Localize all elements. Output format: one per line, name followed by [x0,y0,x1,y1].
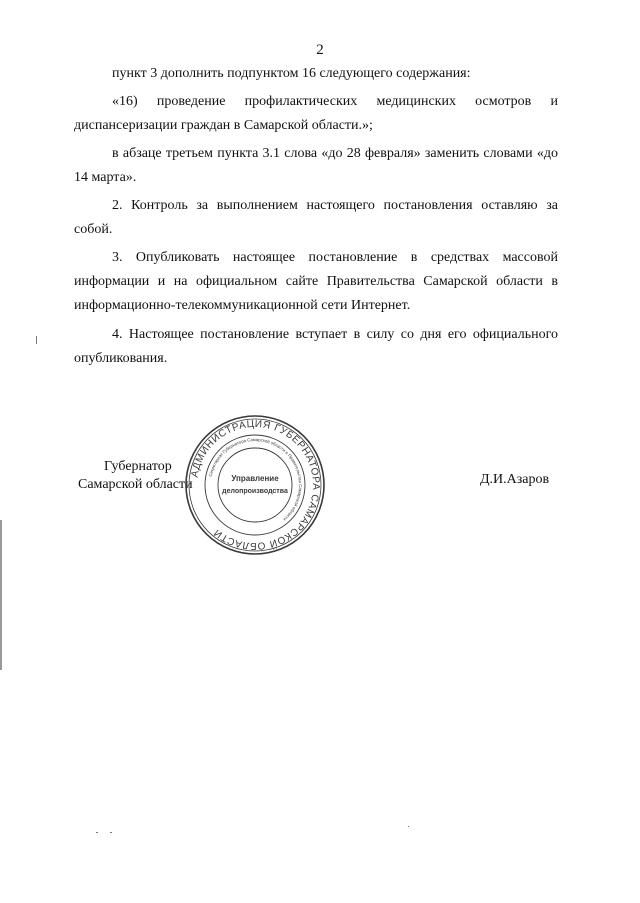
page-number: 2 [316,42,324,58]
official-seal [184,414,326,556]
paragraph-control: 2. Контроль за выполнением настоящего постановления оставляю за собой. [74,198,558,237]
paragraph-item-3-addition: пункт 3 дополнить подпунктом 16 следующего содержания: [112,66,471,81]
paragraph-item-3-1-change: в абзаце третьем пункта 3.1 слова «до 28 февраля» заменить словами «до 14 марта». [74,146,558,185]
signature-name: Д.И.Азаров [480,472,550,487]
scan-speck [110,832,112,833]
seal-inner-text: Секретариат Губернатора Самарской области и Правительства Самарской области [207,436,304,522]
scan-margin-line [0,520,2,670]
scan-speck [408,826,409,827]
scan-speck [96,832,98,833]
paragraph-publication: 3. Опубликовать настоящее постановление в средствах массовой информации и на официальном сайте Правительства Самарской области в информационно-телекоммуникационной сети Интернет. [74,250,558,313]
scan-speck [36,336,37,344]
seal-outer-text: АДМИНИСТРАЦИЯ ГУБЕРНАТОРА САМАРСКОЙ ОБЛАСТИ [189,418,322,552]
seal-center-line1: Управление [231,474,279,483]
seal-center-line2: делопроизводства [222,488,288,495]
paragraph-subitem-16: «16) проведение профилактических медицинских осмотров и диспансеризации граждан в Самарской области.»; [74,94,558,133]
paragraph-effective-date: 4. Настоящее постановление вступает в силу со дня его официального опубликования. [74,327,558,366]
signature-title-line2: Самарской области [78,477,193,492]
signature-title-line1: Губернатор [104,459,172,474]
